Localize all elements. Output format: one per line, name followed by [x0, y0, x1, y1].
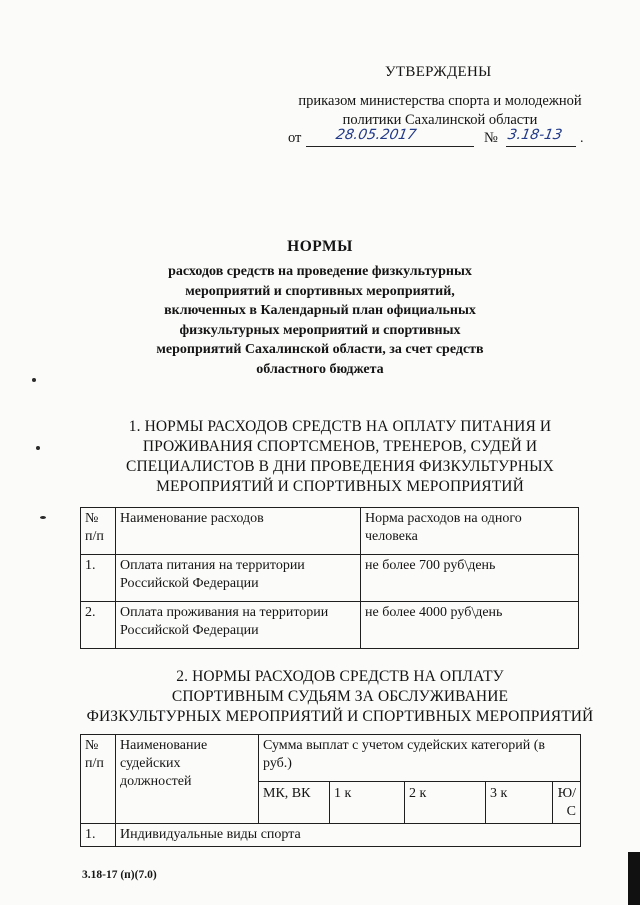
category-cell: 3 к: [486, 782, 553, 824]
section-1-title-line: МЕРОПРИЯТИЙ И СПОРТИВНЫХ МЕРОПРИЯТИЙ: [156, 478, 524, 495]
subtitle-line: физкультурных мероприятий и спортивных: [179, 322, 461, 338]
subtitle-line: мероприятий и спортивных мероприятий,: [185, 283, 455, 299]
handwritten-number: 3.18-13: [506, 127, 564, 143]
scan-edge-mark: [628, 852, 640, 905]
header-cell-position-name: Наименование судейских должностей: [116, 735, 259, 824]
table-header-row: [81, 735, 581, 782]
cell-norm: не более 4000 руб\день: [361, 602, 579, 649]
header-cell-payment-sum: Сумма выплат с учетом судейских категорий (в руб.): [259, 735, 581, 782]
section-1-title: [60, 417, 620, 497]
category-cell: 2 к: [405, 782, 486, 824]
header-cell-expense-name: Наименование расходов: [116, 508, 361, 555]
trailing-dot: .: [580, 131, 584, 146]
referee-payment-table: [80, 734, 581, 847]
from-label: от: [288, 130, 302, 146]
document-code: 3.18-17 (п)(7.0): [82, 869, 157, 881]
subtitle-line: включенных в Календарный план официальных: [164, 303, 476, 318]
order-line-2: политики Сахалинской области: [342, 112, 538, 128]
section-2-title-line: ФИЗКУЛЬТУРНЫХ МЕРОПРИЯТИЙ И СПОРТИВНЫХ МЕРОПРИЯТИЙ: [86, 708, 594, 725]
number-label: №: [484, 130, 498, 146]
number-field: [506, 129, 576, 147]
cell-number: 2.: [81, 602, 116, 649]
category-cell: МК, ВК: [259, 782, 330, 824]
scan-speck: [36, 446, 40, 450]
section-1-title-line: СПЕЦИАЛИСТОВ В ДНИ ПРОВЕДЕНИЯ ФИЗКУЛЬТУРНЫХ: [126, 458, 554, 475]
section-2-title-line: 2. НОРМЫ РАСХОДОВ СРЕДСТВ НА ОПЛАТУ: [176, 668, 504, 685]
cell-norm: не более 700 руб\день: [361, 555, 579, 602]
table-row: [81, 824, 581, 847]
section-2-title: [60, 667, 620, 727]
document-subtitle: [140, 262, 500, 379]
header-cell-norm: Норма расходов на одного человека: [361, 508, 579, 555]
order-line-1: приказом министерства спорта и молодежной: [298, 93, 582, 109]
cell-sport-type: Индивидуальные виды спорта: [116, 824, 581, 847]
approved-label: УТВЕРЖДЕНЫ: [385, 64, 492, 80]
header-cell-number: № п/п: [81, 735, 116, 824]
category-cell: Ю/С: [553, 782, 581, 824]
document-title: НОРМЫ: [287, 238, 353, 255]
section-1-title-line: ПРОЖИВАНИЯ СПОРТСМЕНОВ, ТРЕНЕРОВ, СУДЕЙ И: [142, 438, 538, 455]
subtitle-line: областного бюджета: [256, 361, 384, 377]
date-field: [306, 129, 474, 147]
table-header-row: [81, 508, 579, 555]
section-2-title-line: СПОРТИВНЫМ СУДЬЯМ ЗА ОБСЛУЖИВАНИЕ: [171, 688, 509, 705]
table-row: [81, 602, 579, 649]
cell-number: 1.: [81, 824, 116, 847]
subtitle-line: мероприятий Сахалинской области, за счет средств: [156, 342, 484, 357]
cell-number: 1.: [81, 555, 116, 602]
order-reference: [270, 92, 610, 130]
subtitle-line: расходов средств на проведение физкультурных: [168, 264, 472, 279]
category-cell: 1 к: [330, 782, 405, 824]
scan-speck: [32, 378, 36, 382]
header-cell-number: № п/п: [81, 508, 116, 555]
cell-expense-name: Оплата проживания на территории Российской Федерации: [116, 602, 361, 649]
table-row: [81, 555, 579, 602]
cell-expense-name: Оплата питания на территории Российской Федерации: [116, 555, 361, 602]
food-lodging-norms-table: [80, 507, 579, 649]
handwritten-date: 28.05.2017: [334, 127, 418, 143]
scan-speck: [40, 516, 46, 519]
section-1-title-line: 1. НОРМЫ РАСХОДОВ СРЕДСТВ НА ОПЛАТУ ПИТАНИЯ И: [128, 418, 552, 435]
